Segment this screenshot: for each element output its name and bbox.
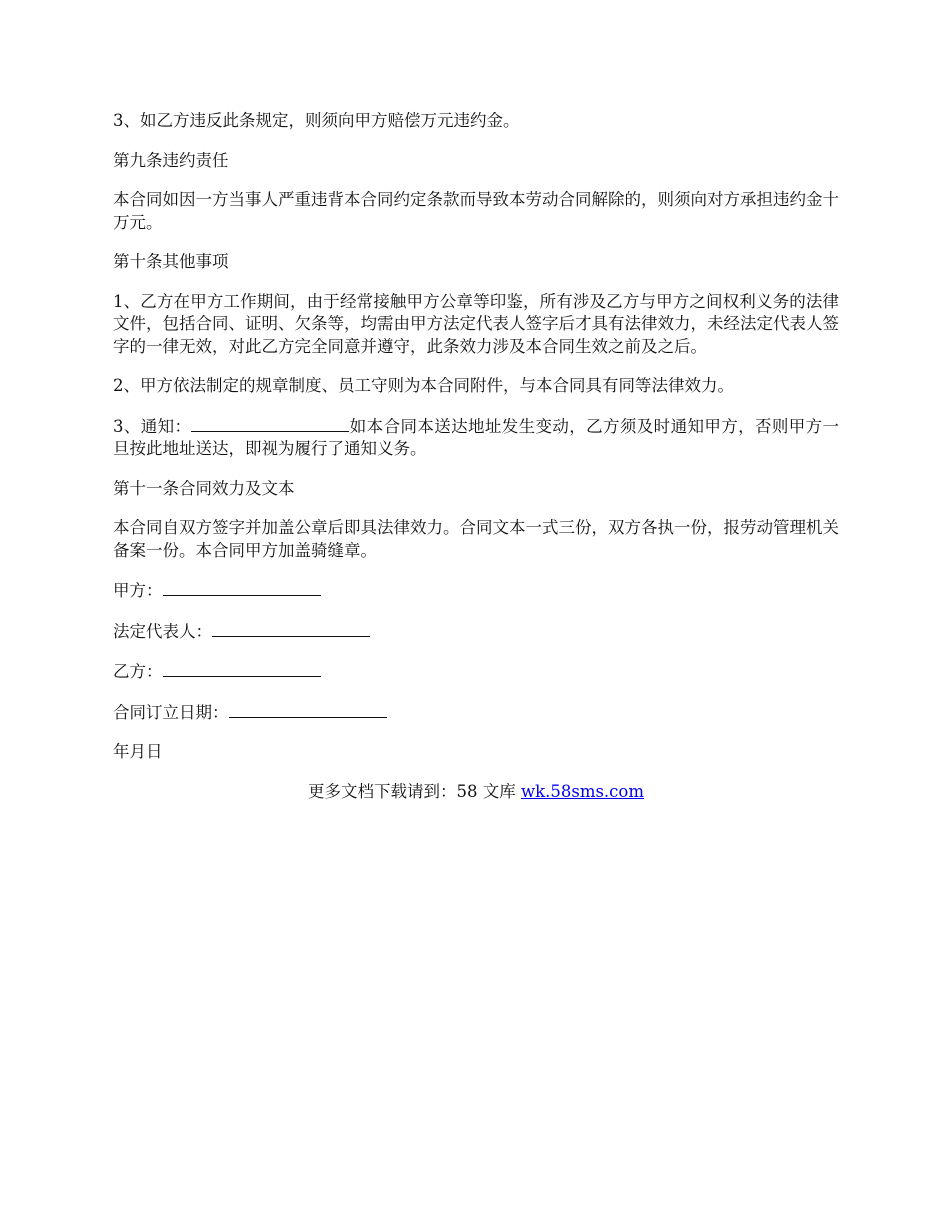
- article-9-heading: 第九条违约责任: [113, 150, 229, 170]
- footer: [113, 781, 839, 804]
- article-9-body: 本合同如因一方当事人严重违背本合同约定条款而导致本劳动合同解除的，则须向对方承担违约金十万元。: [113, 190, 839, 232]
- clause-8-item-3: 3、如乙方违反此条规定，则须向甲方赔偿万元违约金。: [113, 111, 520, 130]
- signature-party-b: [113, 660, 839, 684]
- article-10-item-2: 2、甲方依法制定的规章制度、员工守则为本合同附件，与本合同具有同等法律效力。: [113, 376, 734, 395]
- party-b-blank: [163, 660, 321, 677]
- article-10-heading: 第十条其他事项: [113, 252, 229, 271]
- party-b-label: 乙方：: [113, 662, 163, 681]
- article-10-item-1: 1、乙方在甲方工作期间，由于经常接触甲方公章等印鉴，所有涉及乙方与甲方之间权利义务的法律文件，包括合同、证明、欠条等，均需由甲方法定代表人签字后才具有法律效力，未经法定代表人签字的一律无效，对此乙方完全同意并遵守，此条效力涉及本合同生效之前及之后。: [113, 291, 839, 356]
- date-blank: [229, 701, 387, 718]
- footer-text: 更多文档下载请到：58 文库: [307, 781, 521, 801]
- party-a-label: 甲方：: [113, 581, 163, 600]
- legal-rep-label: 法定代表人：: [113, 621, 212, 641]
- article-11-heading: 第十一条合同效力及文本: [113, 478, 295, 498]
- date-line: 年月日: [113, 742, 163, 761]
- signature-legal-rep: [113, 620, 839, 644]
- party-a-blank: [163, 579, 321, 596]
- notice-suffix: 如本合同本送达地址发生变动，乙方须及时通知甲方，否则甲方一旦按此地址送达，即视为履行了通知义务。: [113, 416, 840, 458]
- document-page: [113, 110, 839, 803]
- notice-prefix: 3、通知：: [113, 416, 192, 436]
- signature-date: [113, 701, 839, 725]
- legal-rep-blank: [212, 620, 370, 637]
- article-10-item-3: [113, 415, 839, 461]
- date-label: 合同订立日期：: [113, 702, 229, 722]
- footer-link[interactable]: wk.58sms.com: [520, 781, 644, 801]
- notice-address-blank: [191, 415, 349, 432]
- article-11-body: 本合同自双方签字并加盖公章后即具法律效力。合同文本一式三份，双方各执一份，报劳动管理机关备案一份。本合同甲方加盖骑缝章。: [113, 518, 839, 560]
- signature-party-a: [113, 579, 839, 603]
